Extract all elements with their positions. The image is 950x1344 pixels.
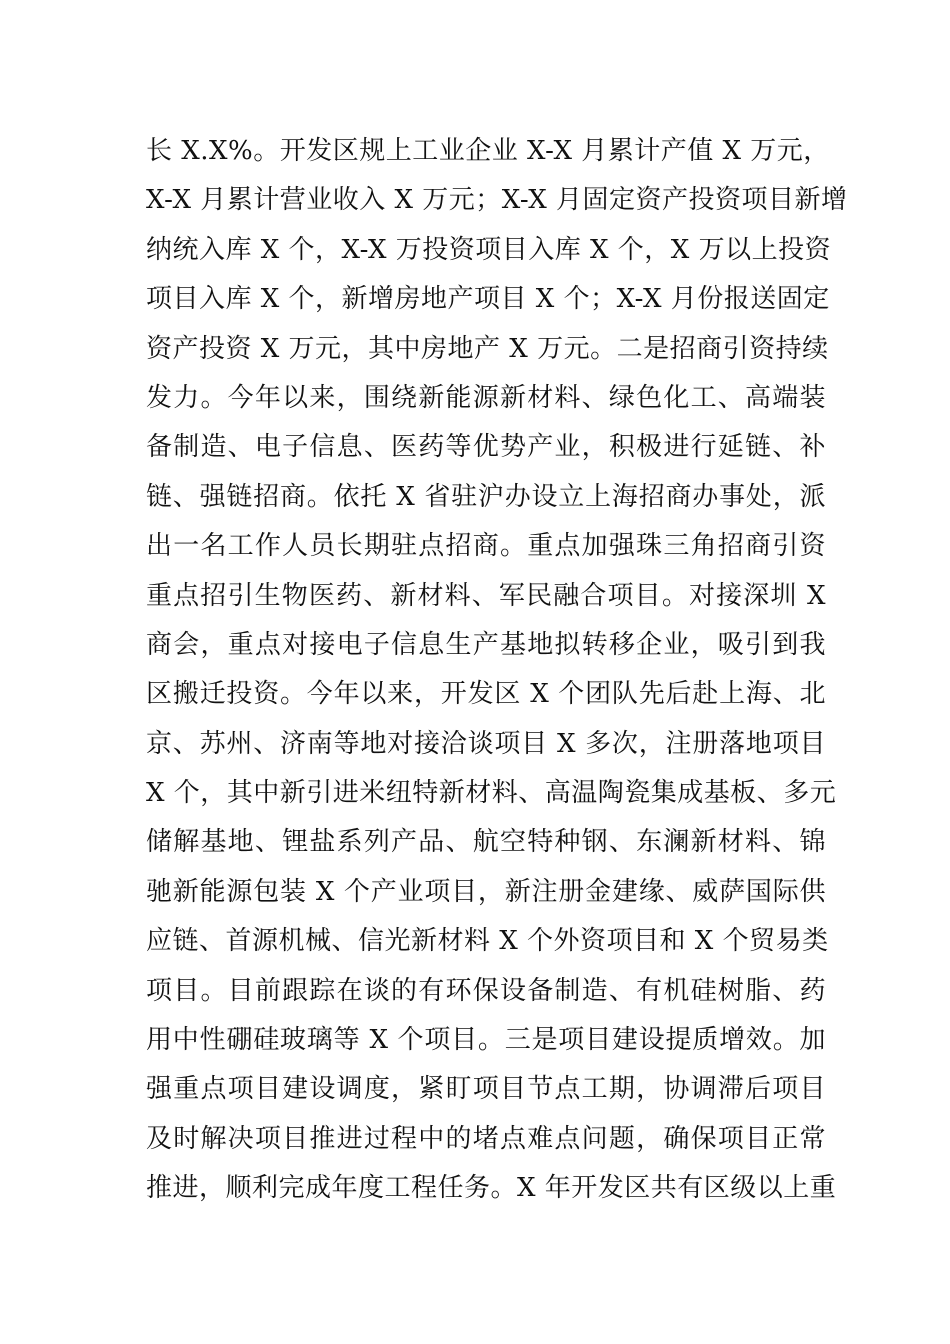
text-line: X-X 月累计营业收入 X 万元；X-X 月固定资产投资项目新增	[146, 185, 848, 216]
body-text	[146, 127, 848, 1214]
text-line: 备制造、电子信息、医药等优势产业，积极进行延链、补	[146, 432, 826, 463]
text-line: 出一名工作人员长期驻点招商。重点加强珠三角招商引资	[146, 531, 826, 562]
text-line: 用中性硼硅玻璃等 X 个项目。三是项目建设提质增效。加	[146, 1025, 826, 1056]
text-line: 京、苏州、济南等地对接洽谈项目 X 多次，注册落地项目	[146, 728, 826, 759]
text-line: 及时解决项目推进过程中的堵点难点问题，确保项目正常	[146, 1123, 826, 1154]
text-line: 发力。今年以来，围绕新能源新材料、绿色化工、高端装	[146, 382, 826, 413]
text-line: 区搬迁投资。今年以来，开发区 X 个团队先后赴上海、北	[146, 679, 826, 710]
text-line: X 个，其中新引进米纽特新材料、高温陶瓷集成基板、多元	[146, 778, 837, 809]
text-line: 重点招引生物医药、新材料、军民融合项目。对接深圳 X	[146, 580, 826, 611]
text-line: 应链、首源机械、信光新材料 X 个外资项目和 X 个贸易类	[146, 926, 829, 957]
text-line: 强重点项目建设调度，紧盯项目节点工期，协调滞后项目	[146, 1074, 826, 1105]
text-line: 推进，顺利完成年度工程任务。X 年开发区共有区级以上重	[146, 1173, 837, 1204]
text-line: 纳统入库 X 个，X-X 万投资项目入库 X 个，X 万以上投资	[146, 234, 832, 265]
text-line: 商会，重点对接电子信息生产基地拟转移企业，吸引到我	[146, 629, 826, 660]
text-line: 资产投资 X 万元，其中房地产 X 万元。二是招商引资持续	[146, 333, 829, 364]
text-line: 项目入库 X 个，新增房地产项目 X 个；X-X 月份报送固定	[146, 284, 830, 315]
text-line: 驰新能源包装 X 个产业项目，新注册金建缘、威萨国际供	[146, 876, 826, 907]
text-line: 链、强链招商。依托 X 省驻沪办设立上海招商办事处，派	[146, 481, 826, 512]
text-line: 长 X.X%。开发区规上工业企业 X-X 月累计产值 X 万元，	[146, 136, 830, 166]
text-line: 项目。目前跟踪在谈的有环保设备制造、有机硅树脂、药	[146, 975, 826, 1006]
text-line: 储解基地、锂盐系列产品、航空特种钢、东澜新材料、锦	[146, 827, 826, 858]
